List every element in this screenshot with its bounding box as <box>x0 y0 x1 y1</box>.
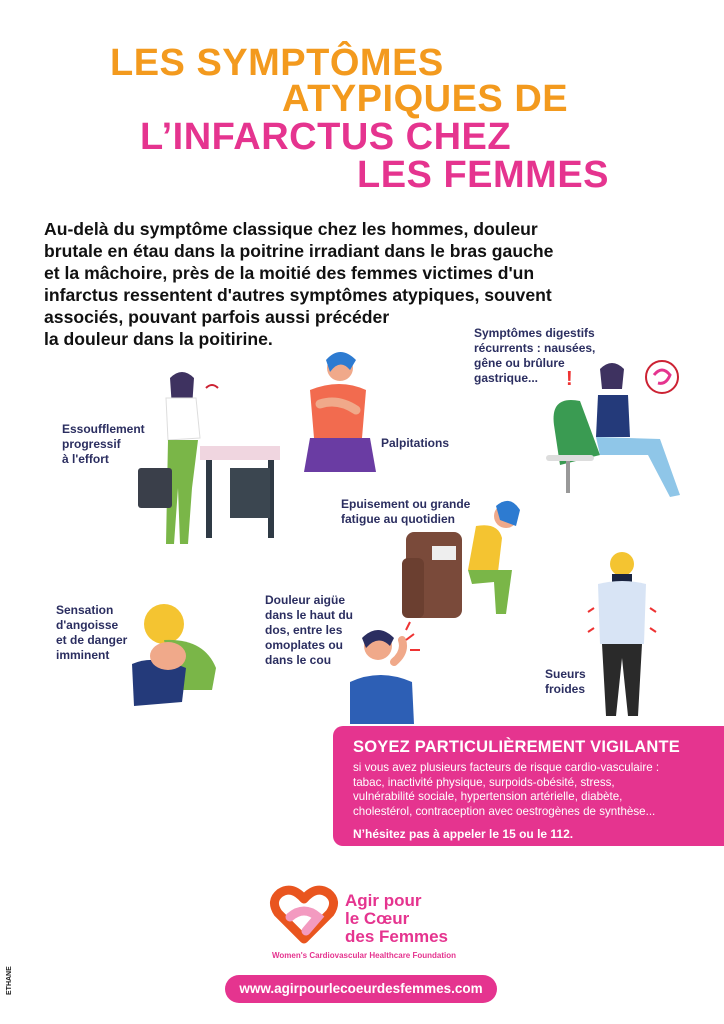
logo-line: le Cœur <box>345 909 410 928</box>
svg-text:!: ! <box>566 368 573 390</box>
caption-line: Douleur aigüe <box>265 593 346 607</box>
caption-digestive <box>474 326 595 386</box>
woman-cold-sweat-illustration <box>592 548 652 724</box>
vigilance-line: cholestérol, contraception avec oestrogènes de synthèse... <box>353 804 656 818</box>
caption-line: et de danger <box>56 633 128 647</box>
heart-logo-icon <box>270 887 338 943</box>
caption-line: froides <box>545 682 586 696</box>
caption-line: Palpitations <box>381 436 450 450</box>
caption-line: Symptômes digestifs <box>474 326 595 340</box>
caption-breathlessness <box>62 422 145 467</box>
caption-exhaustion <box>341 497 470 527</box>
caption-line: imminent <box>56 648 110 662</box>
caption-line: à l'effort <box>62 452 109 466</box>
website-link[interactable]: www.agirpourlecoeurdesfemmes.com <box>225 975 497 1003</box>
vigilance-line: si vous avez plusieurs facteurs de risque cardio-vasculaire : <box>353 761 660 774</box>
intro-line: brutale en étau dans la poitrine irradiant dans le bras gauche <box>44 241 554 261</box>
intro-line: associés, pouvant parfois aussi précéder <box>44 307 390 327</box>
title-line-2: ATYPIQUES DE <box>282 78 569 120</box>
intro-line: la douleur dans la poitirine. <box>44 329 273 349</box>
logo-wordmark <box>345 892 448 946</box>
caption-line: d'angoisse <box>56 618 119 632</box>
logo-line: Agir pour <box>345 891 422 910</box>
caption-line: Sueurs <box>545 667 586 681</box>
vigilance-box <box>333 726 724 846</box>
vigilance-body <box>353 761 710 819</box>
caption-line: gastrique... <box>474 371 539 385</box>
intro-line: infarctus ressentent d'autres symptômes atypiques, souvent <box>44 285 552 305</box>
title-line-3: L’INFARCTUS CHEZ <box>140 116 512 158</box>
logo-line: des Femmes <box>345 927 448 946</box>
emergency-call-text: N’hésitez pas à appeler le 15 ou le 112. <box>353 827 574 841</box>
caption-line: omoplates ou <box>265 638 344 652</box>
vigilance-line: tabac, inactivité physique, surpoids-obésité, stress, <box>353 775 615 789</box>
caption-line: Sensation <box>56 603 114 617</box>
intro-line: et la mâchoire, près de la moitié des femmes victimes d'un <box>44 263 535 283</box>
caption-back-pain <box>265 593 353 668</box>
caption-line: progressif <box>62 437 121 451</box>
foundation-tagline: Women's Cardiovascular Healthcare Foundation <box>272 951 457 960</box>
caption-line: dans le cou <box>265 653 332 667</box>
caption-line: dos, entre les <box>265 623 343 637</box>
woman-neck-pain-illustration <box>340 622 430 724</box>
caption-cold-sweats <box>545 667 586 697</box>
caption-line: récurrents : nausées, <box>474 341 596 355</box>
credit-text: ETHANE <box>6 966 13 995</box>
woman-anxiety-illustration <box>124 594 229 714</box>
intro-line: Au-delà du symptôme classique chez les hommes, douleur <box>44 219 538 239</box>
caption-line: fatigue au quotidien <box>341 512 455 526</box>
vigilance-line: vulnérabilité sociale, hypertension artérielle, diabète, <box>353 790 623 803</box>
woman-breathless-illustration <box>130 368 290 558</box>
caption-line: Essoufflement <box>62 422 145 436</box>
title-line-4: LES FEMMES <box>357 154 610 196</box>
title-line-1: LES SYMPTÔMES <box>110 42 444 84</box>
caption-line: dans le haut du <box>265 608 354 622</box>
caption-anxiety <box>56 603 127 663</box>
vigilance-title: SOYEZ PARTICULIÈREMENT VIGILANTE <box>353 738 680 756</box>
caption-line: gêne ou brûlure <box>474 356 565 370</box>
caption-line: Epuisement ou grande <box>341 497 471 511</box>
caption-palpitations <box>381 436 449 451</box>
woman-palpitations-illustration <box>290 348 380 473</box>
